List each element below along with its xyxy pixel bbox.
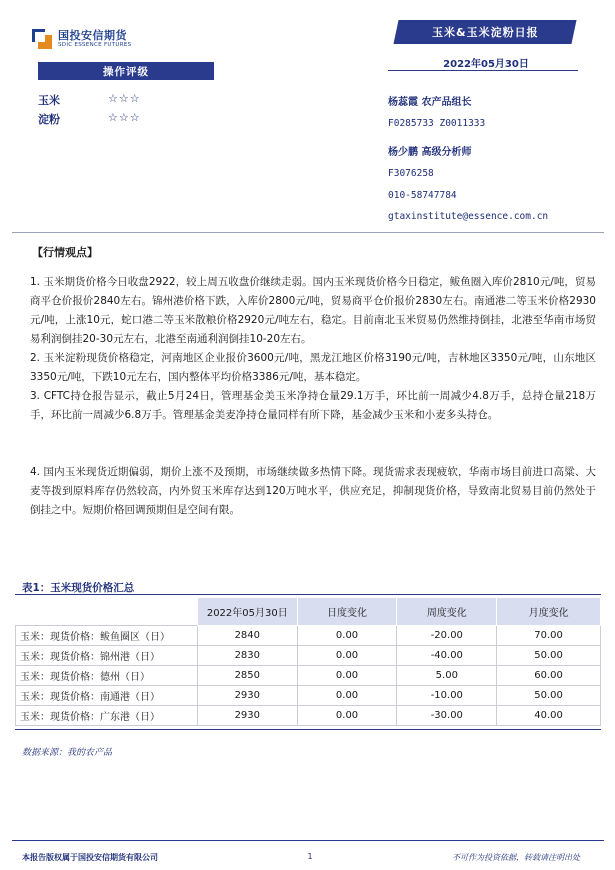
table-top-rule <box>15 594 601 595</box>
table-header-cell: 2022年05月30日 <box>197 598 297 626</box>
footer-copyright: 本报告版权属于国投安信期货有限公司 <box>22 853 158 862</box>
table-header-cell: 月度变化 <box>497 598 601 626</box>
table-cell: -20.00 <box>397 626 497 646</box>
table-bottom-rule <box>15 729 601 730</box>
table-row <box>16 666 601 686</box>
corn-spot-price-table <box>15 597 601 726</box>
contact-email[interactable]: gtaxinstitute@essence.com.cn <box>388 211 549 222</box>
table-cell: 2830 <box>197 646 297 666</box>
table-cell: 0.00 <box>297 706 397 726</box>
logo-icon <box>32 29 52 49</box>
table-cell: -10.00 <box>397 686 497 706</box>
footer-divider <box>12 840 604 841</box>
table-cell: 0.00 <box>297 666 397 686</box>
table-cell: -30.00 <box>397 706 497 726</box>
logo-name-cn: 国投安信期货 <box>58 28 127 42</box>
table-row <box>16 646 601 666</box>
table-cell-name: 玉米：现货价格：鲅鱼圈区（日） <box>16 626 198 646</box>
table-cell: 2930 <box>197 686 297 706</box>
view-paragraph-1: 1. 玉米期货价格今日收盘2922，较上周五收盘价继续走弱。国内玉米现货价格今日稳定，鲅鱼圈入库价2810元/吨，贸易商平仓价报价2840左右。锦州港价格下跌，入库价2800元/吨，贸易商平仓价报价2830左右。南通港二等玉米价格2930元/吨，上涨10元，蛇口港二等玉米散粮价格2920元/吨左右，稳定。目前南北玉米贸易仍然维持倒挂，北港至华南市场贸易利润倒挂20-30元左右，北港至南通利润倒挂10-20左右。 <box>30 276 596 345</box>
header-divider <box>12 232 604 233</box>
table-cell: 50.00 <box>497 646 601 666</box>
view-paragraph-3: 3. CFTC持仓报告显示，截止5月24日，管理基金美玉米净持仓量29.1万手，环比前一周减少4.8万手，总持仓量218万手，环比前一周减少6.8万手。管理基金美麦净持仓量同样有所下降，基金减少玉米和小麦多头持仓。 <box>30 390 596 421</box>
rating-label: 淀粉 <box>38 113 60 126</box>
analyst-1-id: F0285733 Z0011333 <box>388 118 486 129</box>
table-cell-name: 玉米：现货价格：广东港（日） <box>16 706 198 726</box>
footer-page-number: 1 <box>307 852 313 861</box>
rating-stars: ☆☆☆ <box>108 92 141 105</box>
table-cell-name: 玉米：现货价格：南通港（日） <box>16 686 198 706</box>
rating-title-bar: 操作评级 <box>38 62 214 80</box>
market-view-title: 【行情观点】 <box>32 246 98 259</box>
table-cell: 5.00 <box>397 666 497 686</box>
rating-stars: ☆☆☆ <box>108 111 141 124</box>
table-row <box>16 706 601 726</box>
analyst-2-id: F3076258 <box>388 168 434 179</box>
table-cell: 2850 <box>197 666 297 686</box>
data-source-note: 数据来源：我的农产品 <box>22 748 113 758</box>
date-divider <box>388 70 578 71</box>
contact-phone: 010-58747784 <box>388 190 457 201</box>
table-cell: 2930 <box>197 706 297 726</box>
footer-disclaimer: 不可作为投资依据，转载请注明出处 <box>452 853 580 862</box>
rating-label: 玉米 <box>38 94 60 107</box>
report-date: 2022年05月30日 <box>443 59 529 70</box>
table-header-blank <box>16 598 198 626</box>
analyst-2-name: 杨少鹏 高级分析师 <box>388 147 472 158</box>
analyst-1-name: 杨蕊霞 农产品组长 <box>388 97 472 108</box>
company-logo <box>32 28 131 50</box>
rating-row-starch <box>38 111 141 127</box>
report-type-banner: 玉米&玉米淀粉日报 <box>393 20 576 44</box>
rating-row-corn <box>38 92 141 108</box>
table-cell: 0.00 <box>297 686 397 706</box>
logo-name-en: SDIC ESSENCE FUTURES <box>58 41 132 48</box>
table-row <box>16 686 601 706</box>
table-header-cell: 周度变化 <box>397 598 497 626</box>
table-cell: 0.00 <box>297 646 397 666</box>
table-cell: 70.00 <box>497 626 601 646</box>
table-title: 表1：玉米现货价格汇总 <box>22 582 135 594</box>
table-cell: 40.00 <box>497 706 601 726</box>
table-cell: 50.00 <box>497 686 601 706</box>
view-paragraph-2: 2. 玉米淀粉现货价格稳定，河南地区企业报价3600元/吨，黑龙江地区价格3190元/吨，吉林地区3350元/吨，山东地区3350元/吨，下跌10元左右，国内整体平均价格3386元/吨，基本稳定。 <box>30 352 596 383</box>
table-header-cell: 日度变化 <box>297 598 397 626</box>
table-header-row <box>16 598 601 626</box>
table-cell-name: 玉米：现货价格：德州（日） <box>16 666 198 686</box>
table-cell-name: 玉米：现货价格：锦州港（日） <box>16 646 198 666</box>
table-row <box>16 626 601 646</box>
table-cell: 0.00 <box>297 626 397 646</box>
table-cell: -40.00 <box>397 646 497 666</box>
table-cell: 60.00 <box>497 666 601 686</box>
table-cell: 2840 <box>197 626 297 646</box>
view-paragraph-4: 4. 国内玉米现货近期偏弱，期价上涨不及预期，市场继续做多热情下降。现货需求表现疲软，华南市场目前进口高粱、大麦等拨到原料库存仍然较高，内外贸玉米库存达到120万吨水平，供应充足，抑制现货价格，导致南北贸易目前仍然处于倒挂之中。短期价格回调预期但是空间有限。 <box>30 466 596 516</box>
